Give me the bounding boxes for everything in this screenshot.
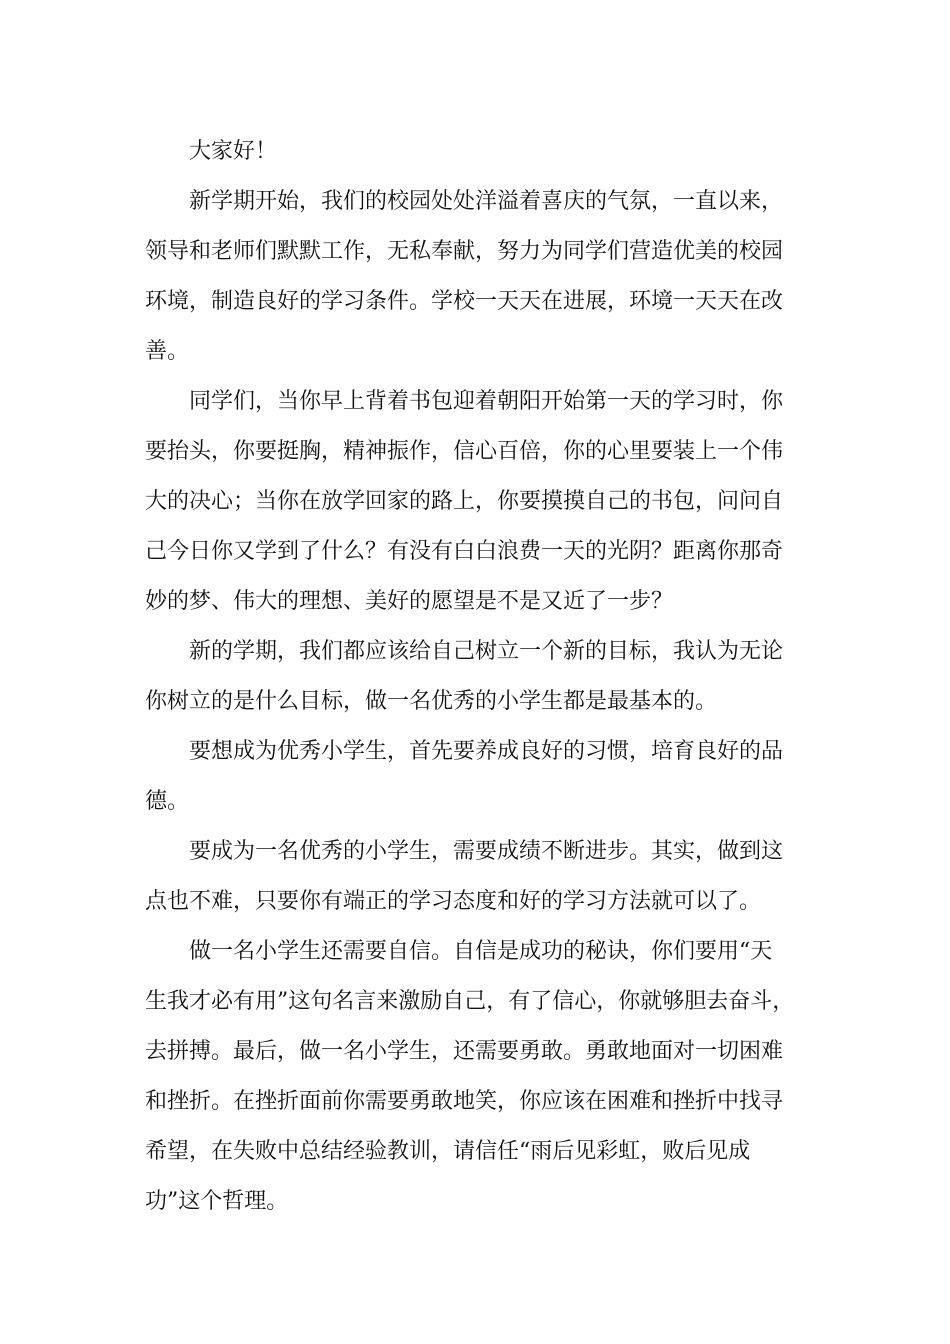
text-line: 生我才必有用”这句名言来激励自己，有了信心，你就够胆去奋斗， bbox=[145, 989, 795, 1014]
text-line: 新的学期，我们都应该给自己树立一个新的目标，我认为无论 bbox=[189, 639, 784, 664]
text-line: 领导和老师们默默工作，无私奉献，努力为同学们营造优美的校园 bbox=[145, 239, 784, 264]
paragraph-new-semester bbox=[145, 177, 809, 377]
text-line: 希望，在失败中总结经验教训，请信任“雨后见彩虹，败后见成 bbox=[145, 1139, 751, 1164]
text-line: 要成为一名优秀的小学生，需要成绩不断进步。其实，做到这 bbox=[189, 839, 784, 864]
text-line: 妙的梦、伟大的理想、美好的愿望是不是又近了一步？ bbox=[145, 589, 674, 614]
text-line: 做一名小学生还需要自信。自信是成功的秘诀，你们要用“天 bbox=[189, 939, 773, 964]
text-line: 新学期开始，我们的校园处处洋溢着喜庆的气氛，一直以来， bbox=[189, 189, 784, 214]
paragraph-habits bbox=[145, 727, 809, 827]
text-line: 同学们，当你早上背着书包迎着朝阳开始第一天的学习时，你 bbox=[189, 389, 784, 414]
text-line: 功”这个哲理。 bbox=[145, 1189, 289, 1214]
text-line: 善。 bbox=[145, 339, 190, 364]
text-line: 要抬头，你要挺胸，精神振作，信心百倍，你的心里要装上一个伟 bbox=[145, 439, 784, 464]
text-line: 大的决心；当你在放学回家的路上，你要摸摸自己的书包，问问自 bbox=[145, 489, 784, 514]
paragraph-confidence bbox=[145, 927, 809, 1227]
text-line: 和挫折。在挫折面前你需要勇敢地笑，你应该在困难和挫折中找寻 bbox=[145, 1089, 784, 1114]
text-line: 环境，制造良好的学习条件。学校一天天在进展，环境一天天在改 bbox=[145, 289, 784, 314]
text-line: 大家好！ bbox=[189, 139, 278, 164]
text-line: 你树立的是什么目标，做一名优秀的小学生都是最基本的。 bbox=[145, 689, 718, 714]
text-line: 己今日你又学到了什么？有没有白白浪费一天的光阴？距离你那奇 bbox=[145, 539, 784, 564]
paragraph-students bbox=[145, 377, 809, 627]
text-line: 要想成为优秀小学生，首先要养成良好的习惯，培育良好的品 bbox=[189, 739, 784, 764]
document-body bbox=[145, 127, 809, 1227]
text-line: 德。 bbox=[145, 789, 190, 814]
paragraph-greeting bbox=[145, 127, 809, 177]
paragraph-grades bbox=[145, 827, 809, 927]
paragraph-goal bbox=[145, 627, 809, 727]
text-line: 去拼搏。最后，做一名小学生，还需要勇敢。勇敢地面对一切困难 bbox=[145, 1039, 784, 1064]
text-line: 点也不难，只要你有端正的学习态度和好的学习方法就可以了。 bbox=[145, 889, 762, 914]
